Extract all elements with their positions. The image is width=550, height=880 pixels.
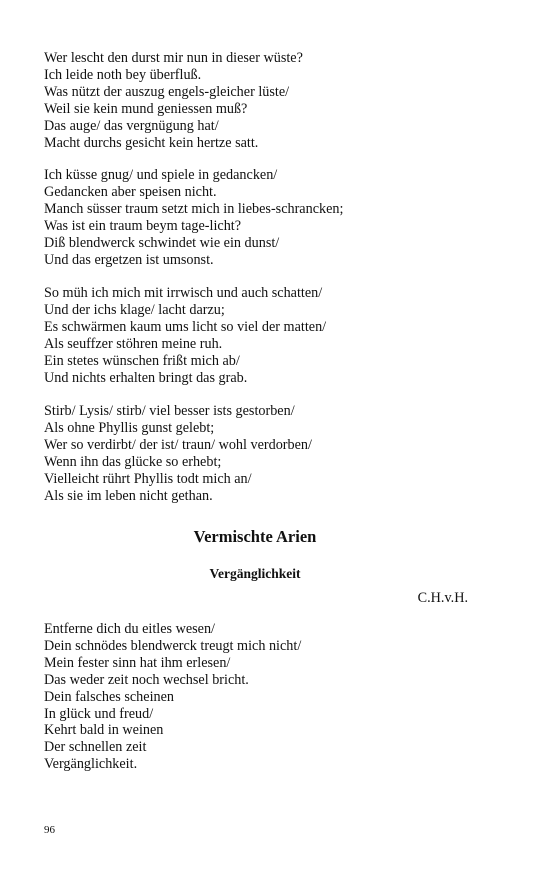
verse-line: Ich leide noth bey überfluß. bbox=[44, 66, 202, 83]
verse-line: Und das ergetzen ist umsonst. bbox=[44, 251, 214, 268]
verse-line: Dein schnödes blendwerck treugt mich nicht/ bbox=[44, 637, 302, 654]
poem-title: Vergänglichkeit bbox=[209, 566, 301, 581]
verse-line: Mein fester sinn hat ihm erlesen/ bbox=[44, 654, 231, 671]
verse-line: Weil sie kein mund geniessen muß? bbox=[44, 100, 248, 117]
verse-line: Diß blendwerck schwindet wie ein dunst/ bbox=[44, 234, 280, 251]
verse-line: Als ohne Phyllis gunst gelebt; bbox=[44, 419, 215, 436]
verse-line: Und der ichs klage/ lacht darzu; bbox=[44, 301, 225, 318]
verse-line: Entferne dich du eitles wesen/ bbox=[44, 621, 215, 637]
verse-line: Das auge/ das vergnügung hat/ bbox=[44, 117, 219, 134]
verse-line: Ein stetes wünschen frißt mich ab/ bbox=[44, 352, 240, 369]
verse-line: Vergänglichkeit. bbox=[44, 756, 138, 773]
poem-stanza-2 bbox=[44, 167, 484, 268]
verse-line: Macht durchs gesicht kein hertze satt. bbox=[44, 134, 259, 151]
poem-stanza-1 bbox=[44, 50, 484, 151]
page-number: 96 bbox=[44, 824, 55, 836]
verse-line: Wer lescht den durst mir nun in dieser wüste? bbox=[44, 50, 303, 66]
verse-line: Was nützt der auszug engels-gleicher lüste/ bbox=[44, 83, 290, 100]
section-title: Vermischte Arien bbox=[193, 527, 317, 546]
verse-line: Wer so verdirbt/ der ist/ traun/ wohl verdorben/ bbox=[44, 436, 312, 453]
verse-line: Ich küsse gnug/ und spiele in gedancken/ bbox=[44, 167, 278, 183]
verse-line: Stirb/ Lysis/ stirb/ viel besser ists gestorben/ bbox=[44, 403, 295, 419]
verse-line: Der schnellen zeit bbox=[44, 739, 147, 756]
poem-stanza-verganglichkeit bbox=[44, 621, 484, 773]
verse-line: Gedancken aber speisen nicht. bbox=[44, 183, 217, 200]
poem-stanza-3 bbox=[44, 285, 484, 386]
verse-line: Wenn ihn das glücke so erhebt; bbox=[44, 453, 222, 470]
verse-line: Vielleicht rührt Phyllis todt mich an/ bbox=[44, 470, 252, 487]
verse-line: Das weder zeit noch wechsel bricht. bbox=[44, 671, 249, 688]
verse-line: Manch süsser traum setzt mich in liebes-schrancken; bbox=[44, 200, 344, 217]
verse-line: Es schwärmen kaum ums licht so viel der matten/ bbox=[44, 318, 327, 335]
verse-line: In glück und freud/ bbox=[44, 705, 154, 722]
verse-line: Als sie im leben nicht gethan. bbox=[44, 487, 213, 504]
verse-line: So müh ich mich mit irrwisch und auch schatten/ bbox=[44, 285, 323, 301]
author-initials: C.H.v.H. bbox=[417, 590, 468, 606]
verse-line: Dein falsches scheinen bbox=[44, 688, 175, 705]
poem-stanza-4 bbox=[44, 403, 484, 504]
verse-line: Als seuffzer stöhren meine ruh. bbox=[44, 335, 223, 352]
verse-line: Was ist ein traum beym tage-licht? bbox=[44, 217, 242, 234]
verse-line: Kehrt bald in weinen bbox=[44, 722, 164, 739]
verse-line: Und nichts erhalten bringt das grab. bbox=[44, 369, 248, 386]
